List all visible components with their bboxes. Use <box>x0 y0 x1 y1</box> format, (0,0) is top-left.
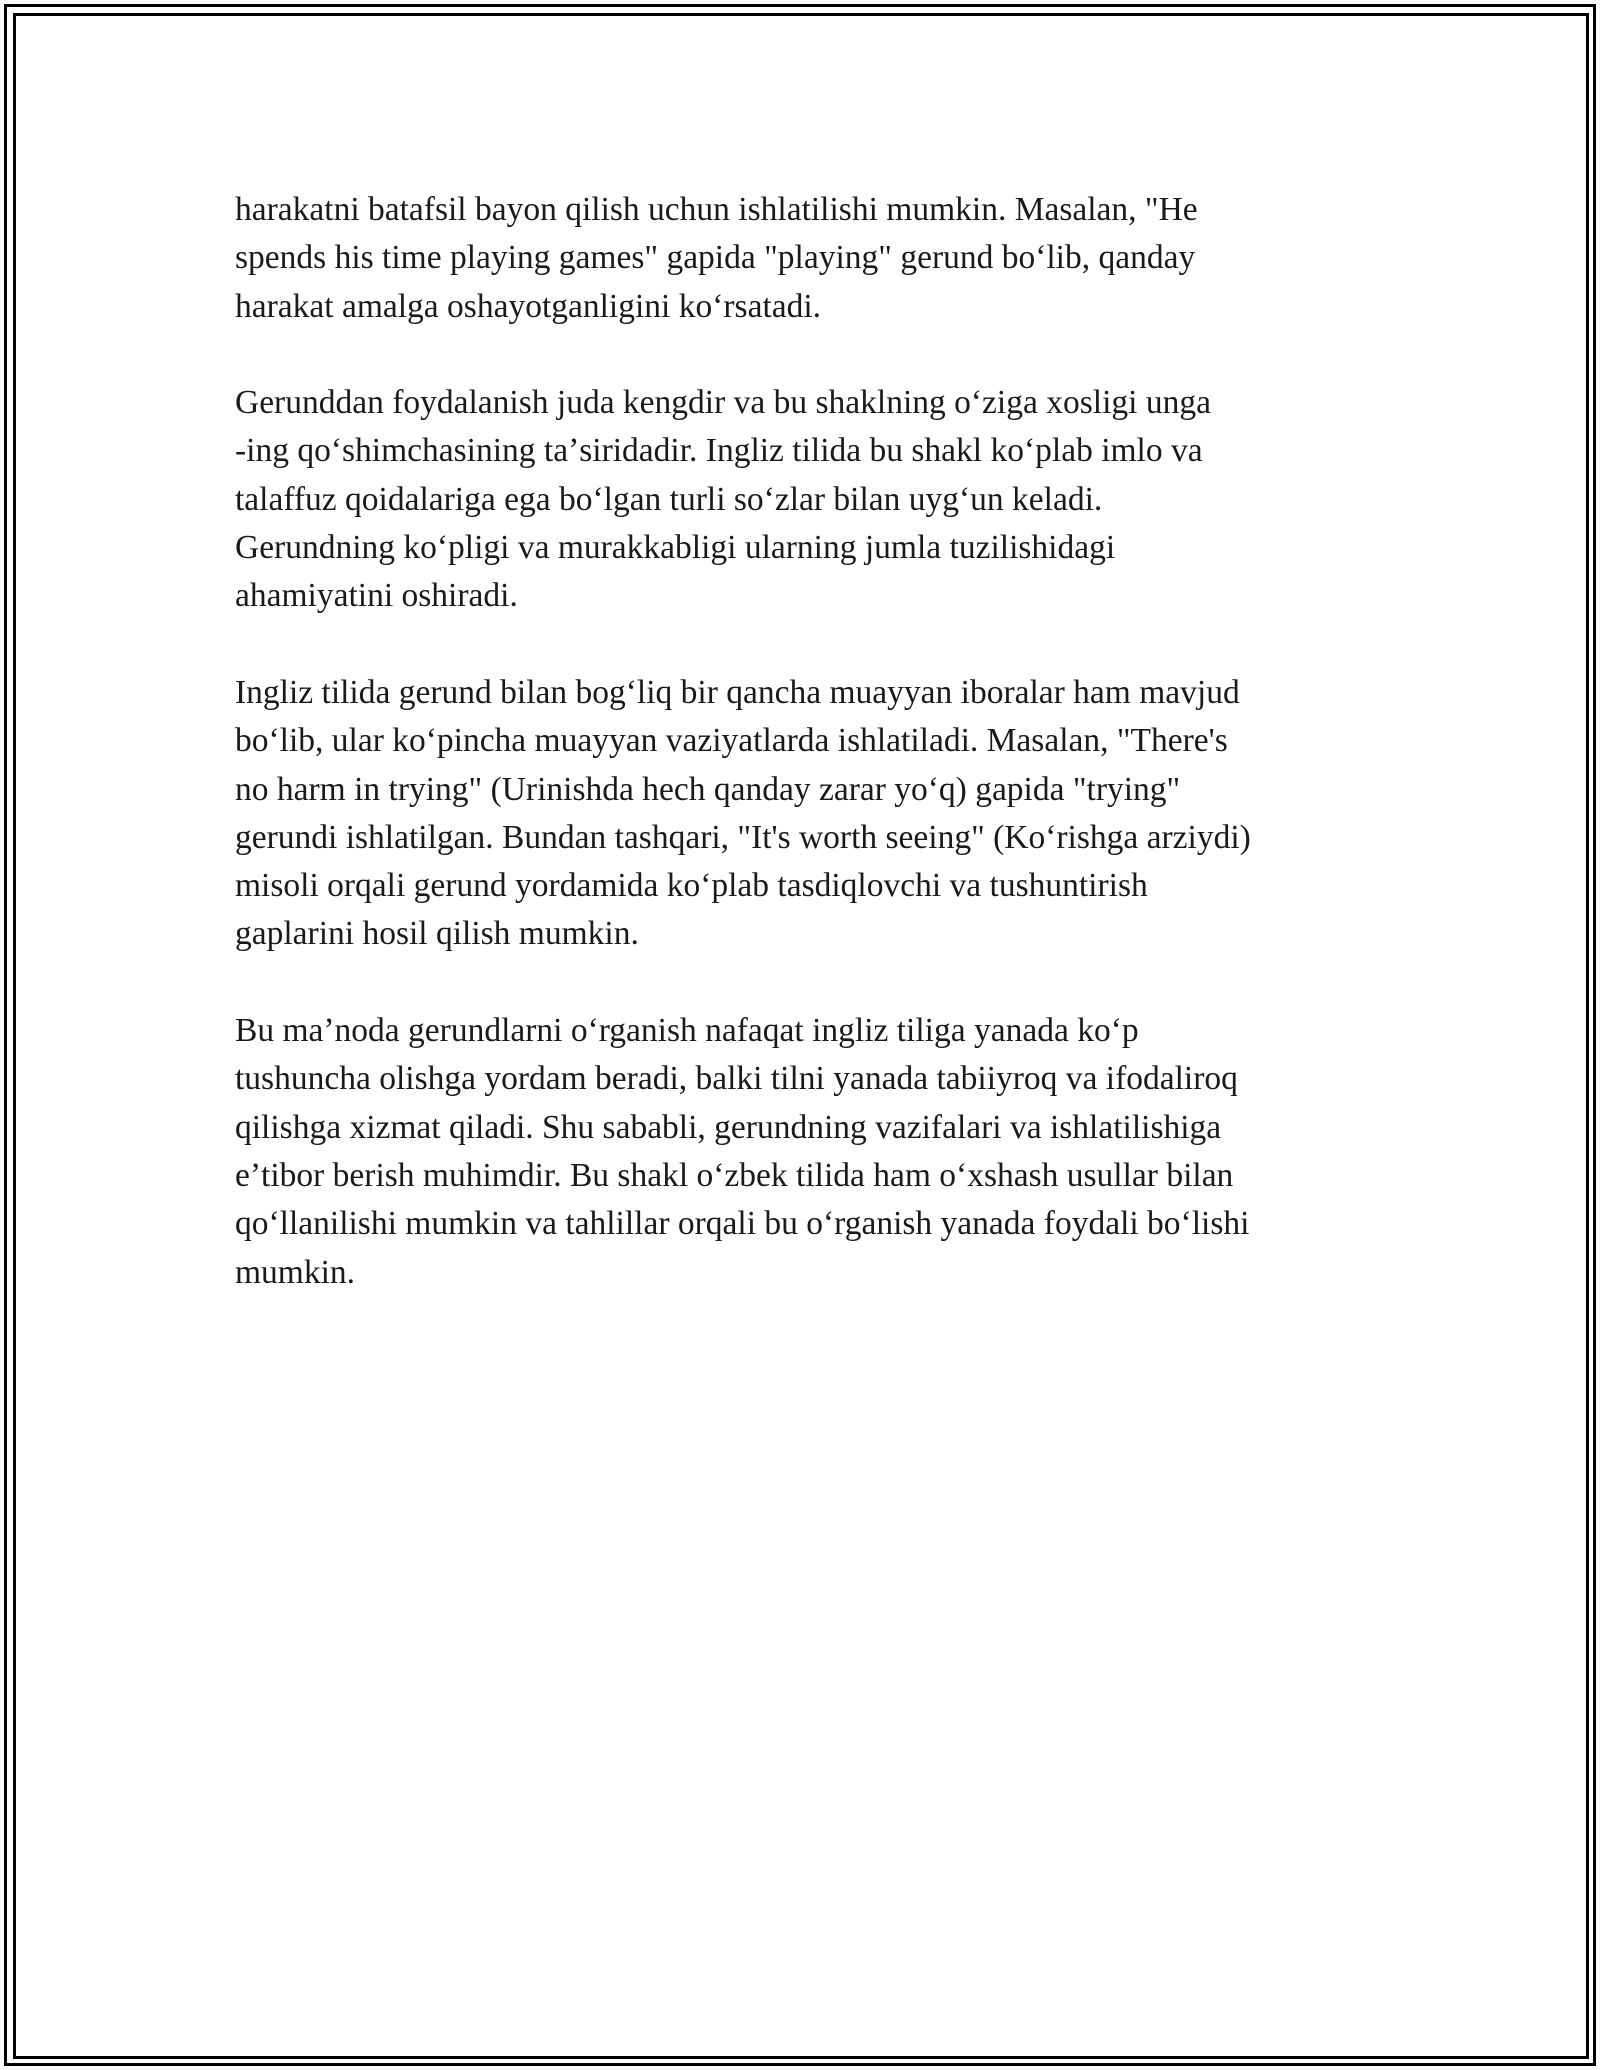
paragraph-3 <box>235 669 1365 959</box>
paragraph-2 <box>235 379 1365 620</box>
text-line: spends his time playing games" gapida "playing" gerund boʻlib, qanday <box>235 239 1196 277</box>
text-line: Gerunddan foydalanish juda kengdir va bu shaklning oʻziga xosligi unga <box>235 384 1211 422</box>
text-line: tushuncha olishga yordam beradi, balki tilni yanada tabiiyroq va ifodaliroq <box>235 1060 1238 1098</box>
text-line: no harm in trying" (Urinishda hech qanday zarar yoʻq) gapida "trying" <box>235 770 1181 808</box>
text-line: qoʻllanilishi mumkin va tahlillar orqali bu oʻrganish yanada foydali boʻlishi <box>235 1205 1250 1243</box>
text-line: misoli orqali gerund yordamida koʻplab tasdiqlovchi va tushuntirish <box>235 867 1148 905</box>
text-line: boʻlib, ular koʻpincha muayyan vaziyatlarda ishlatiladi. Masalan, "There's <box>235 722 1228 760</box>
text-line: Gerundning koʻpligi va murakkabligi ularning jumla tuzilishidagi <box>235 529 1116 567</box>
text-line: mumkin. <box>235 1253 356 1291</box>
text-line: -ing qoʻshimchasining taʼsiridadir. Ingliz tilida bu shakl koʻplab imlo va <box>235 432 1203 470</box>
text-line: harakat amalga oshayotganligini koʻrsatadi. <box>235 287 822 325</box>
text-line: Bu maʼnoda gerundlarni oʻrganish nafaqat ingliz tiliga yanada koʻp <box>235 1012 1139 1050</box>
text-line: gaplarini hosil qilish mumkin. <box>235 915 639 953</box>
text-line: ahamiyatini oshiradi. <box>235 577 518 615</box>
text-line: talaffuz qoidalariga ega boʻlgan turli soʻzlar bilan uygʻun keladi. <box>235 480 1103 518</box>
paragraph-4 <box>235 1007 1365 1297</box>
text-line: gerundi ishlatilgan. Bundan tashqari, "It's worth seeing" (Koʻrishga arziydi) <box>235 818 1251 856</box>
text-line: harakatni batafsil bayon qilish uchun ishlatilishi mumkin. Masalan, "He <box>235 191 1198 228</box>
text-line: Ingliz tilida gerund bilan bogʻliq bir qancha muayyan iboralar ham mavjud <box>235 673 1240 711</box>
paragraph-1 <box>235 186 1365 331</box>
text-line: qilishga xizmat qiladi. Shu sababli, gerundning vazifalari va ishlatilishiga <box>235 1108 1222 1146</box>
document-body <box>235 186 1365 1345</box>
text-line: eʼtibor berish muhimdir. Bu shakl oʻzbek tilida ham oʻxshash usullar bilan <box>235 1156 1234 1194</box>
